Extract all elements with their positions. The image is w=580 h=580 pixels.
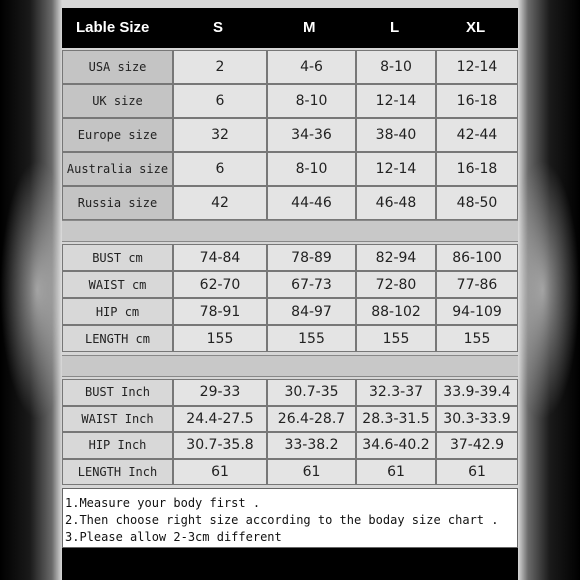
size-value-cell: 67-73 (267, 271, 356, 298)
size-value-cell: 94-109 (436, 298, 518, 325)
size-value-cell: 16-18 (436, 152, 518, 186)
size-value-cell: 155 (436, 325, 518, 352)
size-value-cell: 61 (267, 459, 356, 486)
size-row (62, 459, 518, 486)
size-value-cell: 8-10 (356, 50, 436, 84)
size-value-cell: 42-44 (436, 118, 518, 152)
row-label: Russia size (62, 186, 173, 220)
size-value-cell: 61 (436, 459, 518, 486)
row-label: USA size (62, 50, 173, 84)
size-value-cell: 8-10 (267, 84, 356, 118)
size-row (62, 50, 518, 84)
header-label: Lable Size (76, 19, 150, 36)
header-size-l: L (390, 19, 400, 36)
size-value-cell: 34-36 (267, 118, 356, 152)
size-row (62, 432, 518, 459)
size-value-cell: 12-14 (436, 50, 518, 84)
size-value-cell: 44-46 (267, 186, 356, 220)
size-row (62, 152, 518, 186)
row-label: Europe size (62, 118, 173, 152)
row-label: UK size (62, 84, 173, 118)
row-label: WAIST cm (62, 271, 173, 298)
size-value-cell: 62-70 (173, 271, 267, 298)
size-value-cell: 37-42.9 (436, 432, 518, 459)
size-value-cell: 46-48 (356, 186, 436, 220)
size-value-cell: 78-91 (173, 298, 267, 325)
size-value-cell: 88-102 (356, 298, 436, 325)
size-chart-header (62, 8, 518, 48)
section-divider (62, 220, 518, 242)
size-row (62, 298, 518, 325)
size-value-cell: 26.4-28.7 (267, 406, 356, 433)
size-value-cell: 78-89 (267, 244, 356, 271)
size-value-cell: 30.7-35.8 (173, 432, 267, 459)
size-value-cell: 29-33 (173, 379, 267, 406)
note-line: 1.Measure your body first . (65, 496, 261, 510)
size-row (62, 271, 518, 298)
size-value-cell: 6 (173, 84, 267, 118)
note-line: 2.Then choose right size according to the boday size chart . (65, 513, 499, 527)
row-label: LENGTH Inch (62, 459, 173, 486)
size-value-cell: 61 (356, 459, 436, 486)
size-value-cell: 4-6 (267, 50, 356, 84)
size-value-cell: 8-10 (267, 152, 356, 186)
size-value-cell: 86-100 (436, 244, 518, 271)
row-label: BUST cm (62, 244, 173, 271)
size-value-cell: 34.6-40.2 (356, 432, 436, 459)
size-row (62, 244, 518, 271)
size-chart (62, 8, 518, 580)
note-line: 3.Please allow 2-3cm different (65, 530, 282, 544)
background-glow-left (0, 160, 62, 420)
header-size-s: S (213, 19, 224, 36)
size-row (62, 186, 518, 220)
size-value-cell: 28.3-31.5 (356, 406, 436, 433)
size-value-cell: 16-18 (436, 84, 518, 118)
size-value-cell: 33-38.2 (267, 432, 356, 459)
notes-box (62, 488, 518, 548)
header-size-m: M (303, 19, 316, 36)
row-label: LENGTH cm (62, 325, 173, 352)
size-value-cell: 155 (356, 325, 436, 352)
size-value-cell: 6 (173, 152, 267, 186)
size-value-cell: 32 (173, 118, 267, 152)
size-value-cell: 48-50 (436, 186, 518, 220)
row-label: Australia size (62, 152, 173, 186)
size-value-cell: 12-14 (356, 152, 436, 186)
size-value-cell: 74-84 (173, 244, 267, 271)
size-value-cell: 32.3-37 (356, 379, 436, 406)
size-row (62, 118, 518, 152)
size-row (62, 406, 518, 433)
size-value-cell: 61 (173, 459, 267, 486)
size-value-cell: 82-94 (356, 244, 436, 271)
size-value-cell: 38-40 (356, 118, 436, 152)
size-value-cell: 30.3-33.9 (436, 406, 518, 433)
section-divider (62, 355, 518, 377)
size-value-cell: 2 (173, 50, 267, 84)
size-value-cell: 12-14 (356, 84, 436, 118)
size-value-cell: 77-86 (436, 271, 518, 298)
size-value-cell: 155 (173, 325, 267, 352)
background-glow-right (518, 160, 580, 420)
header-size-xl: XL (466, 19, 486, 36)
size-row (62, 325, 518, 352)
size-value-cell: 155 (267, 325, 356, 352)
size-value-cell: 42 (173, 186, 267, 220)
row-label: WAIST Inch (62, 406, 173, 433)
size-value-cell: 30.7-35 (267, 379, 356, 406)
bottom-bar (62, 548, 518, 580)
size-value-cell: 84-97 (267, 298, 356, 325)
row-label: HIP Inch (62, 432, 173, 459)
size-row (62, 84, 518, 118)
size-value-cell: 24.4-27.5 (173, 406, 267, 433)
size-value-cell: 72-80 (356, 271, 436, 298)
size-row (62, 379, 518, 406)
row-label: BUST Inch (62, 379, 173, 406)
row-label: HIP cm (62, 298, 173, 325)
size-value-cell: 33.9-39.4 (436, 379, 518, 406)
